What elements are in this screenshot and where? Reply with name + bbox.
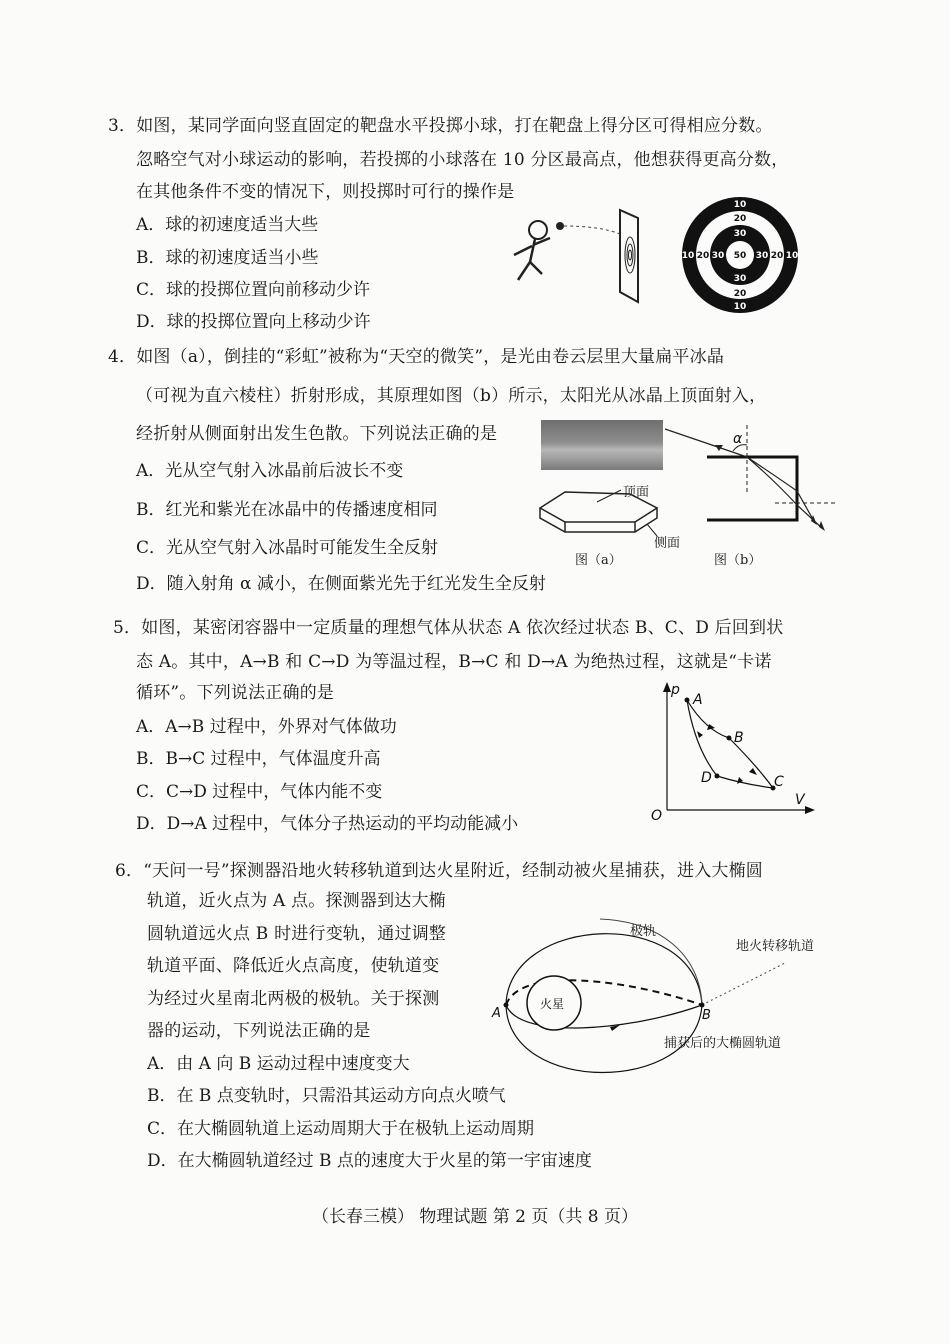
q4-stem-line-1: 4．如图（a），倒挂的“彩虹”被称为“天空的微笑”，是光由卷云层里大量扁平冰晶 [108, 347, 725, 367]
q5-stem-line-1: 5．如图，某密闭容器中一定质量的理想气体从状态 A 依次经过状态 B、C、D 后回到状 [113, 618, 784, 638]
q6-stem-line-5: 为经过火星南北两极的极轨。关于探测 [147, 989, 440, 1009]
q3-target-board [680, 195, 800, 315]
q5-origin: O [651, 808, 663, 824]
q6-option-b[interactable]: B．在 B 点变轨时，只需沿其运动方向点火喷气 [147, 1086, 506, 1106]
score-20-top: 20 [733, 214, 747, 224]
q5-option-b[interactable]: B．B→C 过程中，气体温度升高 [136, 749, 381, 769]
q6-option-c[interactable]: C．在大椭圆轨道上运动周期大于在极轨上运动周期 [147, 1119, 535, 1139]
q5-point-a: A [693, 692, 703, 708]
score-10-top: 10 [733, 200, 747, 210]
q4-label-fig-b: 图（b） [714, 553, 762, 568]
q4-option-a[interactable]: A．光从空气射入冰晶前后波长不变 [136, 461, 404, 481]
q4-stem-line-2: （可视为直六棱柱）折射形成，其原理如图（b）所示，太阳光从冰晶上顶面射入， [136, 386, 767, 406]
q4-label-top-face: 顶面 [623, 485, 650, 500]
score-30-right: 30 [755, 251, 769, 261]
q4-label-alpha: α [733, 431, 743, 447]
q5-point-c: C [774, 774, 784, 790]
score-20-bottom: 20 [733, 289, 747, 299]
q4-refraction-diagram [665, 415, 845, 545]
score-30-bottom: 30 [733, 274, 747, 284]
q6-orbit-diagram [490, 905, 835, 1055]
q4-option-c[interactable]: C．光从空气射入冰晶时可能发生全反射 [136, 538, 439, 558]
q3-stem-line-1: 3．如图，某同学面向竖直固定的靶盘水平投掷小球，打在靶盘上得分区可得相应分数。 [108, 116, 773, 136]
q6-stem-line-6: 器的运动，下列说法正确的是 [147, 1021, 371, 1041]
score-50-center: 50 [733, 251, 747, 261]
q3-stem-line-2: 忽略空气对小球运动的影响，若投掷的小球落在 10 分区最高点，他想获得更高分数， [136, 150, 789, 170]
q6-stem-line-1: 6．“天问一号”探测器沿地火转移轨道到达火星附近，经制动被火星捕获，进入大椭圆 [115, 861, 763, 881]
q5-pv-diagram [645, 680, 820, 830]
q4-sky-photo [541, 420, 663, 470]
q4-option-d[interactable]: D．随入射角 α 减小，在侧面紫光先于红光发生全反射 [136, 574, 546, 594]
q5-axis-v: V [795, 792, 805, 808]
q3-thrower-figure [500, 200, 670, 310]
score-30-left: 30 [711, 251, 725, 261]
q4-option-b[interactable]: B．红光和紫光在冰晶中的传播速度相同 [136, 500, 438, 520]
q6-label-capture-orbit: 捕获后的大椭圆轨道 [664, 1036, 782, 1051]
q5-point-b: B [734, 730, 744, 746]
page-footer: （长春三模） 物理试题 第 2 页（共 8 页） [311, 1207, 639, 1227]
q6-option-d[interactable]: D．在大椭圆轨道经过 B 点的速度大于火星的第一宇宙速度 [147, 1151, 592, 1171]
score-30-top: 30 [733, 229, 747, 239]
q3-option-b[interactable]: B．球的初速度适当小些 [136, 248, 319, 268]
q6-option-a[interactable]: A．由 A 向 B 运动过程中速度变大 [147, 1054, 410, 1074]
q5-stem-line-3: 循环”。下列说法正确的是 [136, 683, 335, 703]
q6-stem-line-3: 圆轨道远火点 B 时进行变轨，通过调整 [147, 924, 447, 944]
score-20-left: 20 [696, 251, 710, 261]
q5-axis-p: p [671, 682, 680, 698]
q3-option-d[interactable]: D．球的投掷位置向上移动少许 [136, 312, 371, 332]
q6-label-polar-orbit: 极轨 [630, 924, 657, 939]
score-10-left: 10 [681, 251, 695, 261]
score-20-right: 20 [770, 251, 784, 261]
q5-option-a[interactable]: A．A→B 过程中，外界对气体做功 [136, 717, 397, 737]
q5-option-d[interactable]: D．D→A 过程中，气体分子热运动的平均动能减小 [136, 814, 519, 834]
q6-label-transfer-orbit: 地火转移轨道 [736, 939, 815, 954]
q3-option-c[interactable]: C．球的投掷位置向前移动少许 [136, 280, 371, 300]
q3-stem-line-3: 在其他条件不变的情况下，则投掷时可行的操作是 [136, 182, 515, 202]
q5-stem-line-2: 态 A。其中，A→B 和 C→D 为等温过程，B→C 和 D→A 为绝热过程，这就是“卡诺 [136, 652, 772, 672]
q6-stem-line-2: 轨道，近火点为 A 点。探测器到达大椭 [147, 891, 446, 911]
q3-option-a[interactable]: A．球的初速度适当大些 [136, 215, 319, 235]
q4-label-side-face: 侧面 [654, 536, 681, 551]
score-10-right: 10 [785, 251, 799, 261]
score-10-bottom: 10 [733, 302, 747, 312]
q4-stem-line-3: 经折射从侧面射出发生色散。下列说法正确的是 [136, 424, 498, 444]
q4-label-fig-a: 图（a） [575, 553, 622, 568]
q5-point-d: D [701, 770, 712, 786]
q6-stem-line-4: 轨道平面、降低近火点高度，使轨道变 [147, 956, 440, 976]
q5-option-c[interactable]: C．C→D 过程中，气体内能不变 [136, 782, 383, 802]
q6-label-mars: 火星 [540, 997, 565, 1011]
q6-point-a: A [492, 1006, 501, 1021]
q6-point-b: B [702, 1008, 711, 1023]
